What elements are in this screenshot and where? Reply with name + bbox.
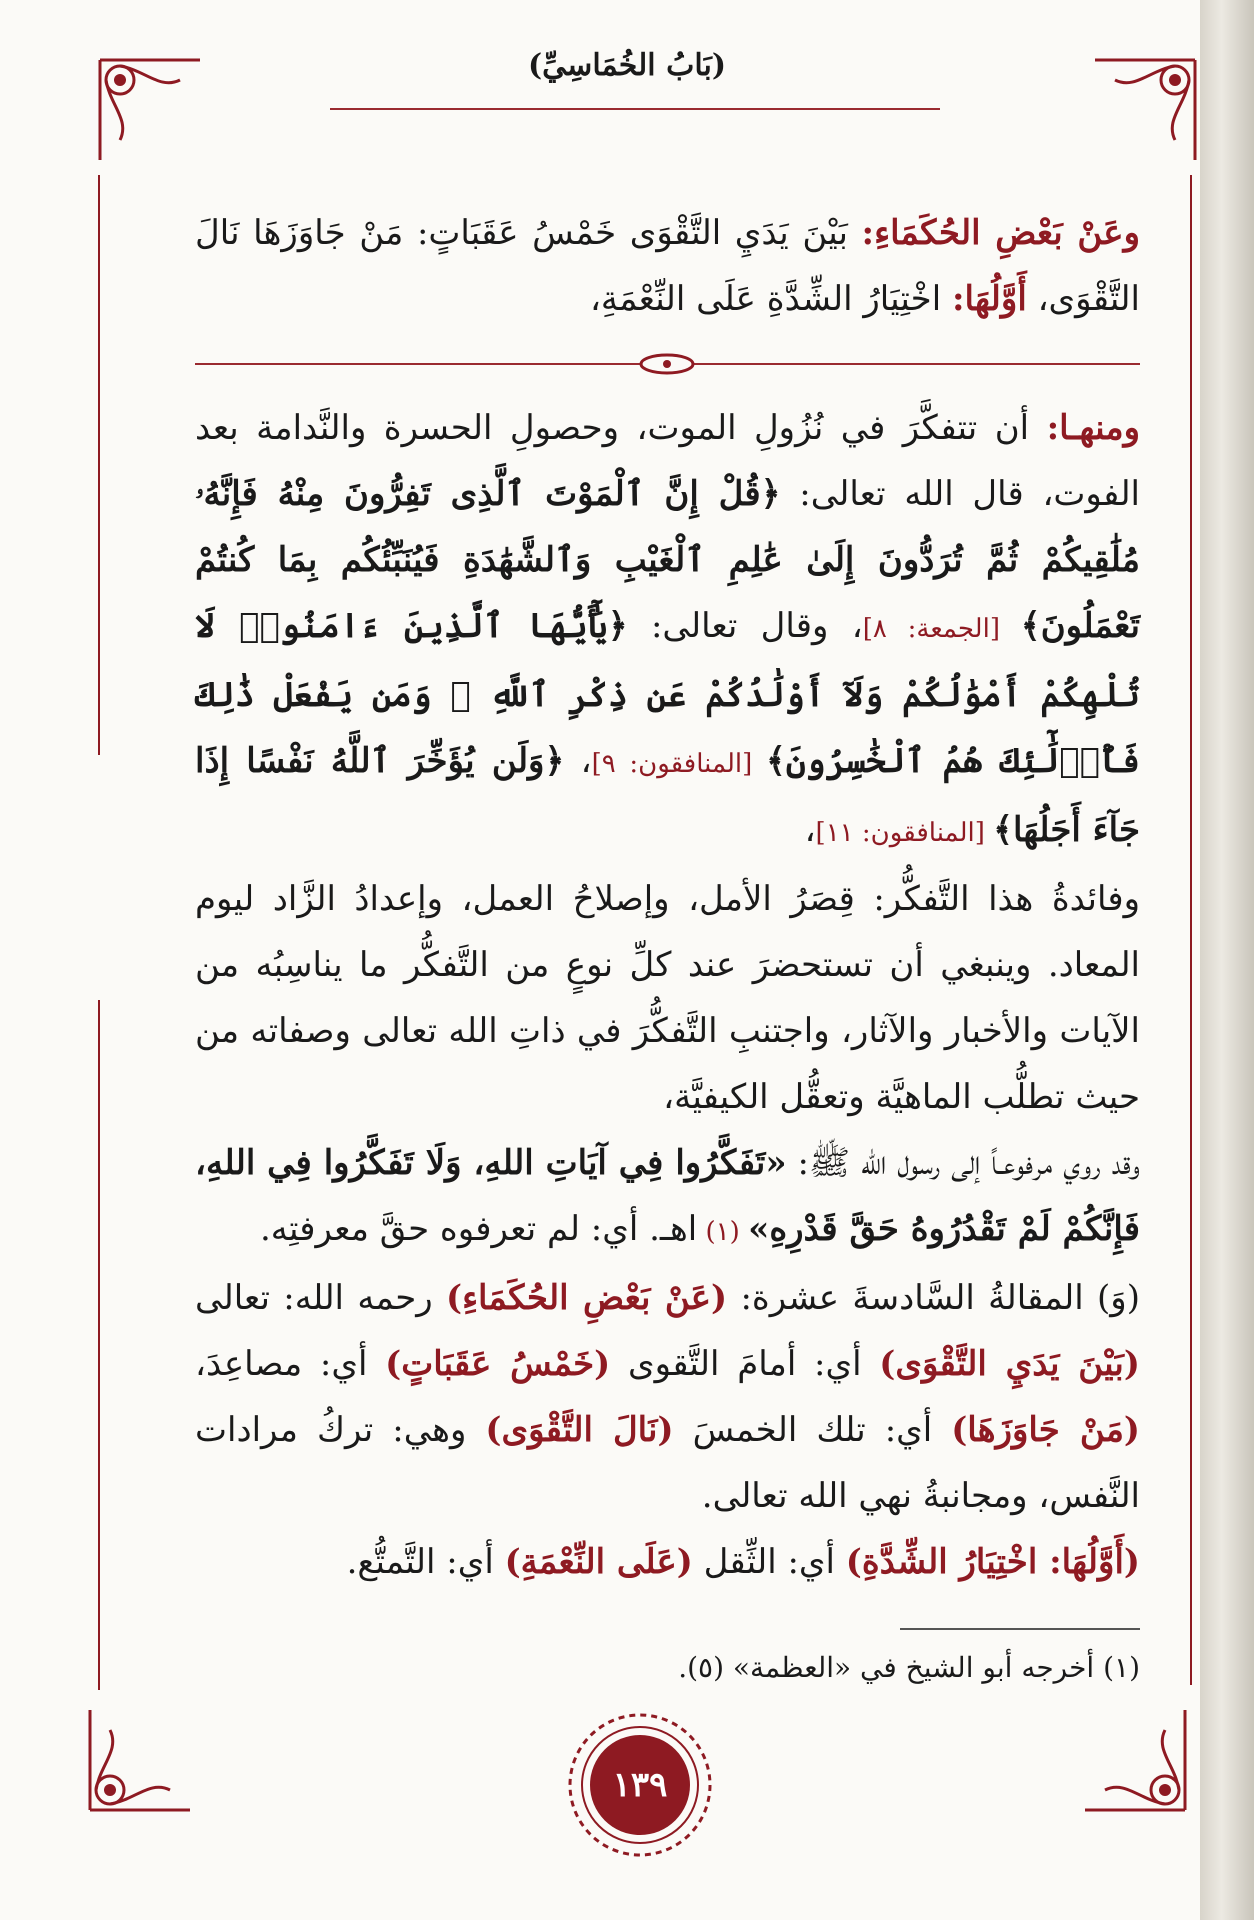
header-rule xyxy=(330,108,940,110)
paragraph-2: وفائدةُ هذا التَّفكُّر: قِصَرُ الأمل، وإصلاحُ العمل، وإعدادُ الزَّاد ليوم المعاد. وينبغي أن تستحضرَ عند كلِّ نوعٍ من التَّفكُّر ما يناسِبُه من الآيات والأخبار والآثار، واجتنبِ التَّفكُّرَ في ذاتِ الله تعالى وصفاته من حيث تطلُّب الماهيَّة وتعقُّل الكيفيَّة، xyxy=(195,879,1140,1117)
ornamental-divider xyxy=(195,352,1140,376)
paragraph-4 xyxy=(195,1265,1140,1529)
footnote-separator xyxy=(900,1628,1140,1630)
matn-quote: (بَيْنَ يَدَيِ التَّقْوَى) xyxy=(879,1344,1140,1384)
quran-verse: ﴿وَلَن يُؤَخِّرَ ٱللَّهُ نَفْسًا إِذَا جَآءَ أَجَلُهَا﴾ xyxy=(195,741,1140,850)
matn-body-2: اخْتِيَارُ الشِّدَّةِ عَلَى النِّعْمَةِ، xyxy=(589,279,952,319)
paragraph-3 xyxy=(195,1130,1140,1265)
para5-text: أي: التَّمتُّع. xyxy=(346,1542,505,1582)
verse-reference: [الجمعة: ٨] xyxy=(862,614,1021,644)
matn-first-label: أَوَّلُهَا: xyxy=(951,279,1027,319)
matn-body-1: بَيْنَ يَدَيِ التَّقْوَى خَمْسُ عَقَبَاتٍ: مَنْ جَاوَزَهَا نَالَ التَّقْوَى، xyxy=(195,213,1140,319)
matn-quote: (أَوَّلُهَا: اخْتِيَارُ الشِّدَّةِ) xyxy=(845,1542,1140,1582)
right-border-rule xyxy=(1190,175,1192,1685)
matn-text xyxy=(195,200,1140,332)
corner-ornament-bottom-right xyxy=(1075,1700,1195,1820)
para1-text: ، xyxy=(564,741,592,781)
running-header: (بَابُ الخُمَاسِيِّ) xyxy=(527,48,727,83)
para4-text: وهي: تركُ مرادات النَّفس، ومجانبةُ نهي الله تعالى. xyxy=(195,1410,1140,1516)
matn-quote: (نَالَ التَّقْوَى) xyxy=(485,1410,674,1450)
para4-text: أي: أمامَ التَّقوى xyxy=(610,1344,880,1384)
page-number-medallion xyxy=(555,1700,725,1870)
para1-text: أن تتفكَّرَ في نُزُولِ الموت، وحصولِ الحسرة والنَّدامة بعد الفوت، قال الله تعالى: xyxy=(195,408,1140,514)
hadith-text: «تَفَكَّرُوا فِي آيَاتِ اللهِ، وَلَا تَفَكَّرُوا فِي اللهِ، فَإِنَّكُمْ لَمْ تَقْدُرُوهُ حَقَّ قَدْرِهِ» xyxy=(195,1143,1140,1249)
matn-quote: (عَنْ بَعْضِ الحُكَمَاءِ) xyxy=(445,1278,728,1318)
footnote: (١) أخرجه أبو الشيخ في «العظمة» (٥). xyxy=(678,1651,1140,1684)
para1-lead: ومنهـا: xyxy=(1046,408,1140,448)
para4-text: (وَ) المقالةُ السَّادسةَ عشرة: xyxy=(727,1278,1140,1318)
para4-text: أي: تلك الخمسَ xyxy=(673,1410,952,1450)
verse-reference: [المنافقون: ١١] xyxy=(815,818,994,848)
left-border-rule xyxy=(98,175,100,755)
para5-text: أي: الثِّقل xyxy=(692,1542,846,1582)
para4-text: رحمه الله: تعالى xyxy=(195,1278,446,1318)
verse-reference: [المنافقون: ٩] xyxy=(591,749,766,779)
footnote-marker[interactable]: (١) xyxy=(697,1217,749,1247)
matn-quote: (عَلَى النِّعْمَةِ) xyxy=(504,1542,693,1582)
quran-verse: ﴿يَٰٓأَيُّهَا ٱلَّذِينَ ءَامَنُوا۟ لَا تُلْهِكُمْ أَمْوَٰلُكُمْ وَلَآ أَوْلَٰدُكُمْ عَن ذِكْرِ ٱللَّهِ ۚ وَمَن يَفْعَلْ ذَٰلِكَ فَأُو۟لَٰٓئِكَ هُمُ ٱلْخَٰسِرُونَ﴾ xyxy=(195,606,1141,781)
quran-verse: ﴿قُلْ إِنَّ ٱلْمَوْتَ ٱلَّذِى تَفِرُّونَ مِنْهُ فَإِنَّهُۥ مُلَٰقِيكُمْ ثُمَّ تُرَدُّونَ إِلَىٰ عَٰلِمِ ٱلْغَيْبِ وَٱلشَّهَٰدَةِ فَيُنَبِّئُكُم بِمَا كُنتُمْ تَعْمَلُونَ﴾ xyxy=(195,474,1140,646)
left-border-rule-lower xyxy=(98,1000,100,1690)
matn-lead: وعَنْ بَعْضِ الحُكَمَاءِ: xyxy=(861,213,1140,253)
paragraph-5 xyxy=(195,1529,1140,1595)
matn-quote: (مَنْ جَاوَزَهَا) xyxy=(951,1410,1141,1450)
page-number: ١٣٩ xyxy=(590,1735,690,1835)
para3-text: وقد روي مرفوعـاً إلى رسول الله ﷺ: xyxy=(786,1143,1140,1183)
para1-text: ، وقال تعالى: xyxy=(627,606,863,646)
commentary-text xyxy=(195,395,1140,1595)
para3-text: اهـ. أي: لم تعرفوه حقَّ معرفتِه. xyxy=(260,1209,698,1249)
page-edge xyxy=(1200,0,1254,1920)
para1-text: ، xyxy=(804,810,816,850)
corner-ornament-bottom-left xyxy=(80,1700,200,1820)
matn-quote: (خَمْسُ عَقَبَاتٍ) xyxy=(385,1344,611,1384)
para4-text: أي: مصاعِدَ، xyxy=(195,1344,386,1384)
paragraph-1 xyxy=(195,395,1140,866)
